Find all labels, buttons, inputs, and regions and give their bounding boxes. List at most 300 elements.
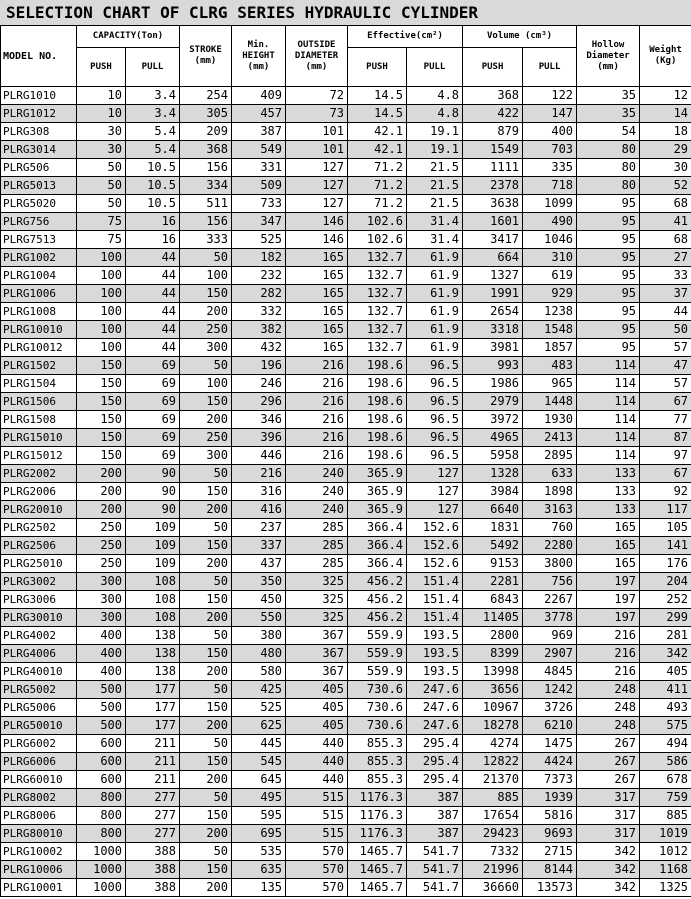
- cell-capacity-pull: 108: [126, 609, 180, 627]
- cell-stroke: 200: [180, 501, 232, 519]
- cell-capacity-push: 300: [77, 609, 126, 627]
- cell-effective-pull: 387: [407, 789, 463, 807]
- cell-volume-push: 7332: [463, 843, 523, 861]
- cell-effective-pull: 193.5: [407, 663, 463, 681]
- cell-capacity-push: 800: [77, 825, 126, 843]
- cell-effective-push: 365.9: [348, 501, 407, 519]
- cell-effective-push: 198.6: [348, 429, 407, 447]
- cell-volume-pull: 1939: [523, 789, 577, 807]
- cell-capacity-push: 250: [77, 519, 126, 537]
- cell-model: PLRG756: [1, 213, 77, 231]
- cell-effective-pull: 96.5: [407, 429, 463, 447]
- cell-effective-push: 855.3: [348, 771, 407, 789]
- cell-effective-push: 730.6: [348, 681, 407, 699]
- cell-model: PLRG506: [1, 159, 77, 177]
- cell-capacity-push: 100: [77, 267, 126, 285]
- cell-weight: 57: [640, 339, 691, 357]
- cell-volume-pull: 1242: [523, 681, 577, 699]
- cell-model: PLRG7513: [1, 231, 77, 249]
- cell-capacity-pull: 69: [126, 357, 180, 375]
- cell-capacity-push: 400: [77, 627, 126, 645]
- table-row: [1, 609, 691, 627]
- cell-capacity-pull: 388: [126, 843, 180, 861]
- cell-outside-diameter: 127: [286, 159, 348, 177]
- header-volume: Volume (cm³): [463, 26, 577, 48]
- cell-effective-pull: 96.5: [407, 447, 463, 465]
- cell-weight: 1325: [640, 879, 691, 897]
- table-row: [1, 627, 691, 645]
- cell-outside-diameter: 165: [286, 339, 348, 357]
- cell-effective-pull: 541.7: [407, 843, 463, 861]
- cell-capacity-pull: 211: [126, 771, 180, 789]
- cell-hollow-diameter: 80: [577, 141, 640, 159]
- cell-min-height: 346: [232, 411, 286, 429]
- cell-outside-diameter: 515: [286, 807, 348, 825]
- cell-weight: 87: [640, 429, 691, 447]
- cell-min-height: 535: [232, 843, 286, 861]
- cell-capacity-pull: 5.4: [126, 141, 180, 159]
- cell-model: PLRG10001: [1, 879, 77, 897]
- cell-min-height: 316: [232, 483, 286, 501]
- cell-hollow-diameter: 248: [577, 681, 640, 699]
- cell-effective-push: 132.7: [348, 285, 407, 303]
- cell-weight: 1012: [640, 843, 691, 861]
- cell-min-height: 445: [232, 735, 286, 753]
- cell-effective-push: 102.6: [348, 213, 407, 231]
- cell-capacity-pull: 44: [126, 285, 180, 303]
- cell-stroke: 50: [180, 357, 232, 375]
- cell-effective-pull: 127: [407, 465, 463, 483]
- cell-effective-push: 559.9: [348, 645, 407, 663]
- cell-capacity-pull: 109: [126, 519, 180, 537]
- table-row: [1, 231, 691, 249]
- cell-volume-push: 1991: [463, 285, 523, 303]
- cell-hollow-diameter: 95: [577, 267, 640, 285]
- cell-stroke: 305: [180, 105, 232, 123]
- cell-model: PLRG4002: [1, 627, 77, 645]
- cell-outside-diameter: 240: [286, 465, 348, 483]
- cell-min-height: 382: [232, 321, 286, 339]
- header-outside-diameter: OUTSIDE DIAMETER (mm): [286, 26, 348, 87]
- cell-effective-pull: 19.1: [407, 123, 463, 141]
- cell-outside-diameter: 165: [286, 249, 348, 267]
- cell-effective-pull: 61.9: [407, 321, 463, 339]
- cell-stroke: 150: [180, 753, 232, 771]
- cell-capacity-push: 1000: [77, 879, 126, 897]
- cell-stroke: 300: [180, 447, 232, 465]
- table-row: [1, 519, 691, 537]
- table-row: [1, 267, 691, 285]
- cell-effective-pull: 96.5: [407, 393, 463, 411]
- header-volume-push: PUSH: [463, 48, 523, 87]
- cell-effective-pull: 193.5: [407, 645, 463, 663]
- cell-stroke: 200: [180, 717, 232, 735]
- table-header: [1, 26, 691, 87]
- cell-volume-push: 1601: [463, 213, 523, 231]
- cell-capacity-pull: 177: [126, 681, 180, 699]
- cell-effective-pull: 96.5: [407, 375, 463, 393]
- cell-outside-diameter: 570: [286, 861, 348, 879]
- cell-min-height: 396: [232, 429, 286, 447]
- cell-weight: 97: [640, 447, 691, 465]
- cell-hollow-diameter: 216: [577, 645, 640, 663]
- cell-volume-pull: 2267: [523, 591, 577, 609]
- cell-hollow-diameter: 95: [577, 249, 640, 267]
- cell-capacity-push: 150: [77, 447, 126, 465]
- cell-outside-diameter: 127: [286, 195, 348, 213]
- cell-effective-push: 132.7: [348, 303, 407, 321]
- cell-volume-pull: 718: [523, 177, 577, 195]
- cell-volume-push: 1986: [463, 375, 523, 393]
- cell-outside-diameter: 127: [286, 177, 348, 195]
- cell-stroke: 300: [180, 339, 232, 357]
- cell-model: PLRG2506: [1, 537, 77, 555]
- table-row: [1, 753, 691, 771]
- cell-effective-push: 14.5: [348, 105, 407, 123]
- cell-outside-diameter: 285: [286, 537, 348, 555]
- cell-capacity-pull: 16: [126, 213, 180, 231]
- cell-stroke: 50: [180, 249, 232, 267]
- cell-volume-push: 36660: [463, 879, 523, 897]
- cell-model: PLRG8002: [1, 789, 77, 807]
- header-model: MODEL NO.: [1, 26, 77, 87]
- cell-weight: 67: [640, 393, 691, 411]
- cell-stroke: 150: [180, 591, 232, 609]
- cell-volume-pull: 703: [523, 141, 577, 159]
- cell-stroke: 368: [180, 141, 232, 159]
- cell-hollow-diameter: 267: [577, 753, 640, 771]
- cell-effective-pull: 387: [407, 807, 463, 825]
- cell-volume-pull: 1099: [523, 195, 577, 213]
- cell-volume-pull: 3163: [523, 501, 577, 519]
- cell-effective-pull: 21.5: [407, 177, 463, 195]
- cell-hollow-diameter: 216: [577, 663, 640, 681]
- cell-effective-pull: 387: [407, 825, 463, 843]
- cell-hollow-diameter: 114: [577, 375, 640, 393]
- cell-effective-push: 365.9: [348, 483, 407, 501]
- cell-model: PLRG10010: [1, 321, 77, 339]
- cell-min-height: 347: [232, 213, 286, 231]
- header-hollow-diameter: Hollow Diameter (mm): [577, 26, 640, 87]
- cell-capacity-push: 50: [77, 195, 126, 213]
- cell-volume-push: 422: [463, 105, 523, 123]
- cell-capacity-pull: 44: [126, 339, 180, 357]
- cell-capacity-push: 400: [77, 645, 126, 663]
- cell-effective-push: 366.4: [348, 537, 407, 555]
- cell-capacity-pull: 90: [126, 501, 180, 519]
- chart-title: SELECTION CHART OF CLRG SERIES HYDRAULIC CYLINDER: [0, 0, 691, 25]
- cell-min-height: 457: [232, 105, 286, 123]
- cell-outside-diameter: 101: [286, 123, 348, 141]
- cell-effective-push: 855.3: [348, 753, 407, 771]
- cell-hollow-diameter: 114: [577, 393, 640, 411]
- cell-effective-push: 71.2: [348, 177, 407, 195]
- cell-capacity-pull: 109: [126, 555, 180, 573]
- cell-outside-diameter: 72: [286, 87, 348, 105]
- cell-weight: 27: [640, 249, 691, 267]
- cell-capacity-push: 100: [77, 303, 126, 321]
- cell-volume-push: 6843: [463, 591, 523, 609]
- table-row: [1, 501, 691, 519]
- cell-capacity-push: 600: [77, 771, 126, 789]
- cell-volume-push: 1327: [463, 267, 523, 285]
- table-row: [1, 123, 691, 141]
- cell-volume-push: 1831: [463, 519, 523, 537]
- cell-effective-pull: 541.7: [407, 861, 463, 879]
- table-row: [1, 645, 691, 663]
- cell-weight: 52: [640, 177, 691, 195]
- table-row: [1, 105, 691, 123]
- cell-min-height: 450: [232, 591, 286, 609]
- cell-effective-pull: 96.5: [407, 411, 463, 429]
- cell-weight: 759: [640, 789, 691, 807]
- cell-volume-pull: 13573: [523, 879, 577, 897]
- cell-min-height: 350: [232, 573, 286, 591]
- cell-effective-push: 132.7: [348, 339, 407, 357]
- table-row: [1, 321, 691, 339]
- header-capacity-push: PUSH: [77, 48, 126, 87]
- cell-capacity-push: 100: [77, 249, 126, 267]
- cell-effective-pull: 4.8: [407, 87, 463, 105]
- cell-capacity-pull: 138: [126, 645, 180, 663]
- cell-weight: 575: [640, 717, 691, 735]
- cell-outside-diameter: 325: [286, 573, 348, 591]
- cell-model: PLRG3006: [1, 591, 77, 609]
- table-row: [1, 87, 691, 105]
- cell-outside-diameter: 367: [286, 645, 348, 663]
- cell-volume-push: 5958: [463, 447, 523, 465]
- cell-model: PLRG1504: [1, 375, 77, 393]
- cell-capacity-pull: 5.4: [126, 123, 180, 141]
- table-row: [1, 141, 691, 159]
- cell-capacity-pull: 90: [126, 483, 180, 501]
- cell-effective-pull: 21.5: [407, 195, 463, 213]
- cell-outside-diameter: 216: [286, 429, 348, 447]
- cell-model: PLRG15010: [1, 429, 77, 447]
- cell-min-height: 331: [232, 159, 286, 177]
- cell-weight: 1168: [640, 861, 691, 879]
- cell-outside-diameter: 515: [286, 825, 348, 843]
- cell-effective-push: 71.2: [348, 159, 407, 177]
- table-row: [1, 699, 691, 717]
- header-stroke: STROKE (mm): [180, 26, 232, 87]
- cell-effective-pull: 152.6: [407, 537, 463, 555]
- cell-capacity-push: 500: [77, 681, 126, 699]
- cell-volume-pull: 929: [523, 285, 577, 303]
- cell-weight: 1019: [640, 825, 691, 843]
- header-min-height: Min. HEIGHT (mm): [232, 26, 286, 87]
- cell-capacity-push: 800: [77, 807, 126, 825]
- cell-capacity-pull: 388: [126, 861, 180, 879]
- cell-stroke: 50: [180, 519, 232, 537]
- cell-capacity-pull: 69: [126, 375, 180, 393]
- cell-min-height: 232: [232, 267, 286, 285]
- cell-min-height: 416: [232, 501, 286, 519]
- cell-model: PLRG10012: [1, 339, 77, 357]
- cell-outside-diameter: 165: [286, 267, 348, 285]
- cell-effective-pull: 61.9: [407, 339, 463, 357]
- cell-stroke: 150: [180, 645, 232, 663]
- cell-model: PLRG8006: [1, 807, 77, 825]
- cell-volume-push: 13998: [463, 663, 523, 681]
- cell-volume-push: 2654: [463, 303, 523, 321]
- cell-volume-pull: 4424: [523, 753, 577, 771]
- table-row: [1, 861, 691, 879]
- cell-effective-push: 1465.7: [348, 843, 407, 861]
- cell-volume-pull: 5816: [523, 807, 577, 825]
- cell-effective-push: 1176.3: [348, 825, 407, 843]
- cell-weight: 176: [640, 555, 691, 573]
- cell-min-height: 695: [232, 825, 286, 843]
- table-row: [1, 393, 691, 411]
- cell-effective-push: 71.2: [348, 195, 407, 213]
- cell-weight: 33: [640, 267, 691, 285]
- cell-effective-pull: 295.4: [407, 771, 463, 789]
- cell-model: PLRG30010: [1, 609, 77, 627]
- cell-volume-push: 1549: [463, 141, 523, 159]
- cell-effective-pull: 152.6: [407, 555, 463, 573]
- cell-capacity-push: 600: [77, 735, 126, 753]
- table-row: [1, 789, 691, 807]
- cell-capacity-pull: 138: [126, 663, 180, 681]
- cell-capacity-pull: 177: [126, 717, 180, 735]
- cell-min-height: 296: [232, 393, 286, 411]
- cell-weight: 885: [640, 807, 691, 825]
- cell-capacity-push: 1000: [77, 861, 126, 879]
- cell-effective-pull: 127: [407, 483, 463, 501]
- cell-effective-push: 1176.3: [348, 807, 407, 825]
- cell-volume-push: 5492: [463, 537, 523, 555]
- cell-volume-push: 12822: [463, 753, 523, 771]
- cell-capacity-pull: 69: [126, 429, 180, 447]
- cell-weight: 30: [640, 159, 691, 177]
- cell-outside-diameter: 405: [286, 681, 348, 699]
- cell-volume-push: 2378: [463, 177, 523, 195]
- cell-model: PLRG2002: [1, 465, 77, 483]
- cell-capacity-push: 300: [77, 591, 126, 609]
- cell-volume-push: 29423: [463, 825, 523, 843]
- cell-hollow-diameter: 317: [577, 807, 640, 825]
- cell-effective-push: 42.1: [348, 123, 407, 141]
- cell-volume-pull: 490: [523, 213, 577, 231]
- cell-capacity-pull: 177: [126, 699, 180, 717]
- cell-model: PLRG1012: [1, 105, 77, 123]
- cell-volume-push: 3318: [463, 321, 523, 339]
- cell-outside-diameter: 440: [286, 771, 348, 789]
- cell-volume-pull: 147: [523, 105, 577, 123]
- cell-effective-push: 1465.7: [348, 861, 407, 879]
- cell-min-height: 509: [232, 177, 286, 195]
- cell-capacity-push: 800: [77, 789, 126, 807]
- cell-hollow-diameter: 248: [577, 717, 640, 735]
- cell-effective-pull: 152.6: [407, 519, 463, 537]
- cell-volume-push: 10967: [463, 699, 523, 717]
- cell-volume-pull: 1448: [523, 393, 577, 411]
- table-row: [1, 213, 691, 231]
- cell-effective-push: 365.9: [348, 465, 407, 483]
- cell-hollow-diameter: 165: [577, 555, 640, 573]
- cell-capacity-pull: 44: [126, 249, 180, 267]
- cell-volume-pull: 760: [523, 519, 577, 537]
- cell-outside-diameter: 146: [286, 213, 348, 231]
- cell-stroke: 50: [180, 681, 232, 699]
- cell-stroke: 156: [180, 159, 232, 177]
- cell-outside-diameter: 240: [286, 483, 348, 501]
- cell-hollow-diameter: 342: [577, 879, 640, 897]
- cell-volume-push: 885: [463, 789, 523, 807]
- cell-min-height: 246: [232, 375, 286, 393]
- table-row: [1, 411, 691, 429]
- cell-volume-pull: 7373: [523, 771, 577, 789]
- cell-model: PLRG25010: [1, 555, 77, 573]
- cell-stroke: 50: [180, 843, 232, 861]
- cell-outside-diameter: 146: [286, 231, 348, 249]
- table-row: [1, 177, 691, 195]
- cell-volume-pull: 1475: [523, 735, 577, 753]
- cell-min-height: 216: [232, 465, 286, 483]
- cell-hollow-diameter: 80: [577, 177, 640, 195]
- cell-capacity-push: 500: [77, 699, 126, 717]
- cell-volume-push: 11405: [463, 609, 523, 627]
- header-effective-push: PUSH: [348, 48, 407, 87]
- cell-hollow-diameter: 95: [577, 339, 640, 357]
- cell-model: PLRG10006: [1, 861, 77, 879]
- cell-hollow-diameter: 317: [577, 825, 640, 843]
- cell-effective-pull: 151.4: [407, 591, 463, 609]
- cell-weight: 342: [640, 645, 691, 663]
- cell-volume-push: 8399: [463, 645, 523, 663]
- cell-volume-push: 664: [463, 249, 523, 267]
- cell-effective-pull: 4.8: [407, 105, 463, 123]
- cell-outside-diameter: 101: [286, 141, 348, 159]
- cell-volume-pull: 2895: [523, 447, 577, 465]
- cell-model: PLRG1508: [1, 411, 77, 429]
- cell-weight: 117: [640, 501, 691, 519]
- cell-hollow-diameter: 317: [577, 789, 640, 807]
- cell-volume-push: 18278: [463, 717, 523, 735]
- cell-capacity-pull: 277: [126, 807, 180, 825]
- header-effective-pull: PULL: [407, 48, 463, 87]
- cell-model: PLRG4006: [1, 645, 77, 663]
- cell-capacity-push: 150: [77, 357, 126, 375]
- cell-weight: 68: [640, 231, 691, 249]
- table-row: [1, 537, 691, 555]
- cell-outside-diameter: 367: [286, 627, 348, 645]
- cell-stroke: 50: [180, 573, 232, 591]
- table-body: [1, 87, 691, 897]
- cell-effective-push: 855.3: [348, 735, 407, 753]
- cell-volume-pull: 3778: [523, 609, 577, 627]
- cell-outside-diameter: 73: [286, 105, 348, 123]
- cell-hollow-diameter: 95: [577, 303, 640, 321]
- cell-hollow-diameter: 80: [577, 159, 640, 177]
- cell-volume-pull: 1046: [523, 231, 577, 249]
- cell-stroke: 200: [180, 825, 232, 843]
- cell-min-height: 635: [232, 861, 286, 879]
- cell-min-height: 380: [232, 627, 286, 645]
- cell-hollow-diameter: 197: [577, 591, 640, 609]
- cell-volume-pull: 1898: [523, 483, 577, 501]
- cell-stroke: 150: [180, 807, 232, 825]
- cell-outside-diameter: 367: [286, 663, 348, 681]
- cell-volume-push: 21370: [463, 771, 523, 789]
- cell-effective-push: 198.6: [348, 375, 407, 393]
- cell-stroke: 250: [180, 429, 232, 447]
- cell-outside-diameter: 165: [286, 285, 348, 303]
- table-row: [1, 357, 691, 375]
- cell-model: PLRG5020: [1, 195, 77, 213]
- cell-model: PLRG3002: [1, 573, 77, 591]
